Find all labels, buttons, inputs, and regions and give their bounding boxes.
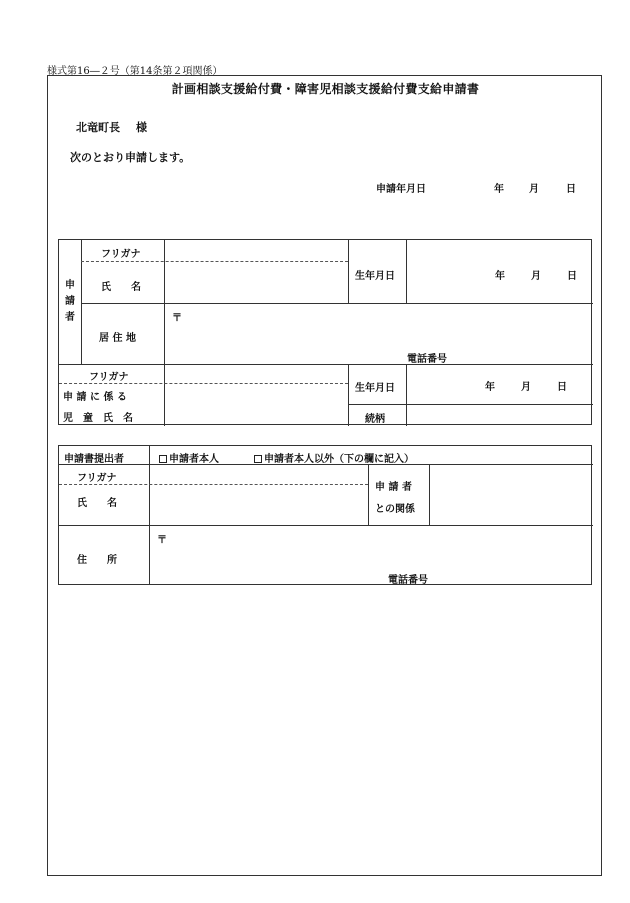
application-year-unit[interactable]: 年 — [494, 184, 504, 195]
application-day-unit[interactable]: 日 — [566, 184, 576, 195]
submitter-label: 申請書提出者 — [64, 454, 124, 465]
submitter-option-self[interactable] — [159, 450, 219, 465]
applicant-name-label: 氏 名 — [101, 282, 141, 293]
addressee-honorific: 様 — [136, 121, 147, 134]
checkbox-icon[interactable] — [159, 455, 167, 463]
applicant-table — [58, 239, 592, 425]
addressee — [76, 119, 147, 135]
submitter-option-other[interactable] — [254, 450, 414, 465]
application-date-label: 申請年月日 — [376, 184, 426, 195]
applicant-address-label: 居 住 地 — [99, 333, 136, 344]
applicant-birthdate-field[interactable] — [407, 241, 592, 302]
applicant-name-field[interactable] — [165, 262, 347, 302]
submitter-furigana-label: フリガナ — [77, 473, 117, 484]
applicant-furigana-field[interactable] — [165, 241, 347, 260]
intro-text: 次のとおり申請します。 — [70, 151, 191, 164]
form-frame — [47, 75, 602, 876]
child-birth-month-unit: 月 — [521, 382, 531, 393]
child-label-line2: 児 童 氏 名 — [63, 413, 133, 424]
submitter-relation-line2: との関係 — [375, 504, 415, 515]
applicant-postal-mark: 〒 — [172, 313, 182, 324]
submitter-furigana-field[interactable] — [150, 465, 367, 483]
submitter-address-field[interactable] — [150, 526, 592, 584]
child-birthdate-label: 生年月日 — [355, 383, 395, 394]
child-label-line1: 申 請 に 係 る — [63, 392, 127, 403]
form-code: 様式第16―２号（第14条第２項関係） — [47, 66, 223, 77]
submitter-postal-mark: 〒 — [157, 535, 167, 546]
applicant-furigana-label: フリガナ — [101, 249, 141, 260]
child-relation-label: 続柄 — [365, 414, 385, 425]
applicant-address-field[interactable] — [165, 304, 592, 363]
submitter-relation-field[interactable] — [430, 465, 592, 524]
applicant-birth-month-unit: 月 — [531, 271, 541, 282]
submitter-address-label: 住 所 — [77, 555, 117, 566]
applicant-birthdate-label: 生年月日 — [355, 271, 395, 282]
child-birthdate-field[interactable] — [407, 365, 592, 403]
child-relation-field[interactable] — [407, 405, 592, 425]
child-name-field[interactable] — [165, 384, 347, 425]
child-birth-year-unit: 年 — [485, 382, 495, 393]
applicant-phone-label: 電話番号 — [407, 354, 447, 365]
submitter-name-label: 氏 名 — [77, 498, 117, 509]
child-furigana-field[interactable] — [165, 365, 347, 382]
submitter-phone-label: 電話番号 — [388, 575, 428, 586]
submitter-option-other-label: 申請者本人以外（下の欄に記入） — [264, 454, 414, 465]
child-birth-day-unit: 日 — [557, 382, 567, 393]
applicant-section-label: 申請者 — [65, 280, 75, 323]
checkbox-icon[interactable] — [254, 455, 262, 463]
form-title: 計画相談支援給付費・障害児相談支援給付費支給申請書 — [171, 82, 480, 96]
submitter-name-field[interactable] — [150, 486, 367, 524]
applicant-birth-year-unit: 年 — [495, 271, 505, 282]
submitter-option-self-label: 申請者本人 — [169, 454, 219, 465]
submitter-table — [58, 445, 592, 585]
child-furigana-label: フリガナ — [89, 372, 129, 383]
application-date — [376, 180, 576, 195]
application-month-unit[interactable]: 月 — [529, 184, 539, 195]
submitter-relation-line1: 申 請 者 — [375, 482, 412, 493]
applicant-birth-day-unit: 日 — [567, 271, 577, 282]
addressee-name: 北竜町長 — [76, 121, 120, 134]
